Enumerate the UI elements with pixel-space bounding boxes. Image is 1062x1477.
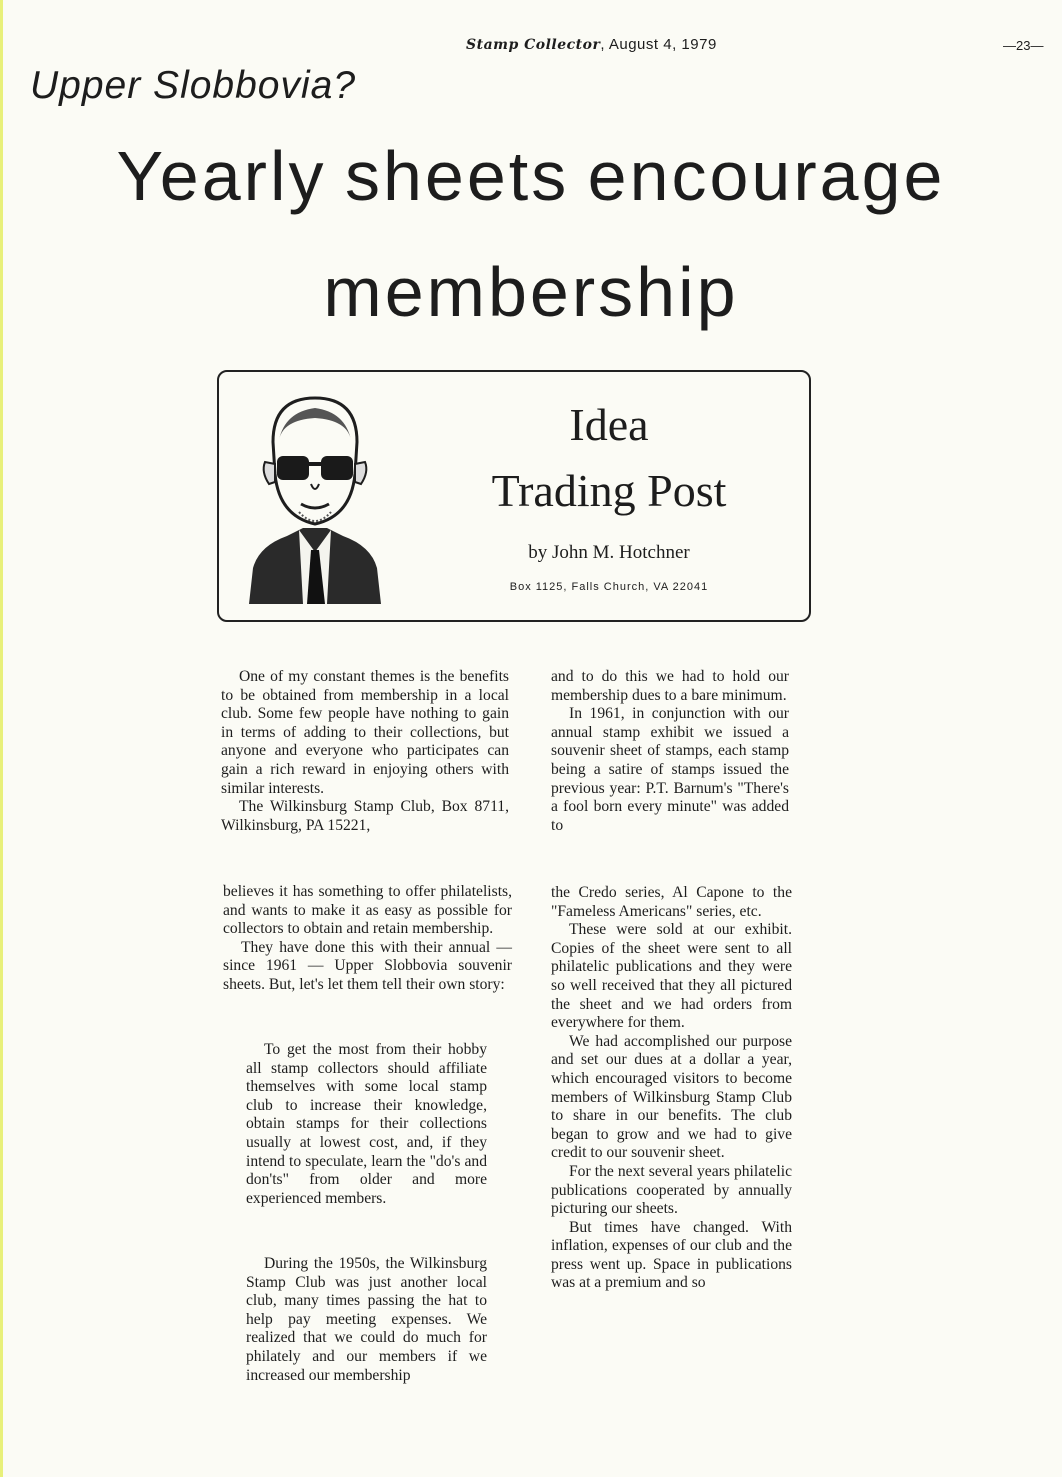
paragraph: But times have changed. With inflation, expenses of our club and the press went up. Space in publications was at a premium and so xyxy=(551,1218,792,1292)
author-portrait-icon xyxy=(249,390,381,604)
headline: Yearly sheets encourage membership xyxy=(116,137,946,331)
quote-paragraph: During the 1950s, the Wilkinsburg Stamp Club was just another local club, many times passing the hat to help pay meeting expenses. We realized that we could do much for philately and our members if we increased our membership xyxy=(246,1255,487,1384)
column1-middle xyxy=(223,883,512,995)
author-address: Box 1125, Falls Church, VA 22041 xyxy=(509,581,709,593)
quote-block-continued xyxy=(246,1255,487,1385)
paragraph: We had accomplished our purpose and set our dues at a dollar a year, which encouraged visitors to become members of Wilkinsburg Stamp Club to share in our benefits. The club began to grow and we had to give credit to our souvenir sheet. xyxy=(551,1032,792,1162)
column2-top xyxy=(551,668,789,835)
column1-top xyxy=(221,668,509,835)
paragraph: The Wilkinsburg Stamp Club, Box 8711, Wilkinsburg, PA 15221, xyxy=(221,798,509,834)
paragraph: They have done this with their annual — since 1961 — Upper Slobbovia souvenir sheets. But, let's let them tell their own story: xyxy=(223,938,512,993)
column-box xyxy=(217,370,811,622)
column-title xyxy=(415,392,803,524)
paragraph: For the next several years philatelic publications cooperated by annually picturing our sheets. xyxy=(551,1162,792,1218)
paragraph: the Credo series, Al Capone to the "Fameless Americans" series, etc. xyxy=(551,884,792,920)
paragraph: believes it has something to offer philatelists, and wants to make it as easy as possible for collectors to obtain and retain membership. xyxy=(223,883,512,938)
column-title-line1: Idea xyxy=(569,399,649,450)
paragraph: One of my constant themes is the benefits to be obtained from membership in a local club. Some few people have nothing to gain in terms of adding to their collections, but anyone and everyone who participates can gain a rich reward in enjoying others with similar interests. xyxy=(221,668,509,797)
paragraph: and to do this we had to hold our membership dues to a bare minimum. xyxy=(551,668,789,704)
publication-name: Stamp Collector xyxy=(466,37,601,53)
issue-date: , August 4, 1979 xyxy=(600,36,717,53)
byline: by John M. Hotchner xyxy=(528,542,690,563)
column2-bottom xyxy=(551,884,792,1293)
kicker: Upper Slobbovia? xyxy=(30,64,357,107)
masthead xyxy=(466,36,717,53)
quote-paragraph: To get the most from their hobby all stamp collectors should affiliate themselves with some local stamp club to increase their knowledge, obtain stamps for their collections usually at lowest cost, and, if they intend to speculate, learn the "do's and don'ts" from older and more experienced members. xyxy=(246,1041,487,1207)
page-number: —23— xyxy=(1003,38,1044,53)
column-title-line2: Trading Post xyxy=(491,465,727,516)
paragraph: These were sold at our exhibit. Copies of the sheet were sent to all philatelic publications and they were so well received that they all pictured the sheet and we had orders from everywhere for them. xyxy=(551,921,792,1032)
quote-block xyxy=(246,1041,487,1208)
paragraph: In 1961, in conjunction with our annual stamp exhibit we issued a souvenir sheet of stamps, each stamp being a satire of stamps issued the previous year: P.T. Barnum's "There's a fool born every minute" was added to xyxy=(551,705,789,834)
